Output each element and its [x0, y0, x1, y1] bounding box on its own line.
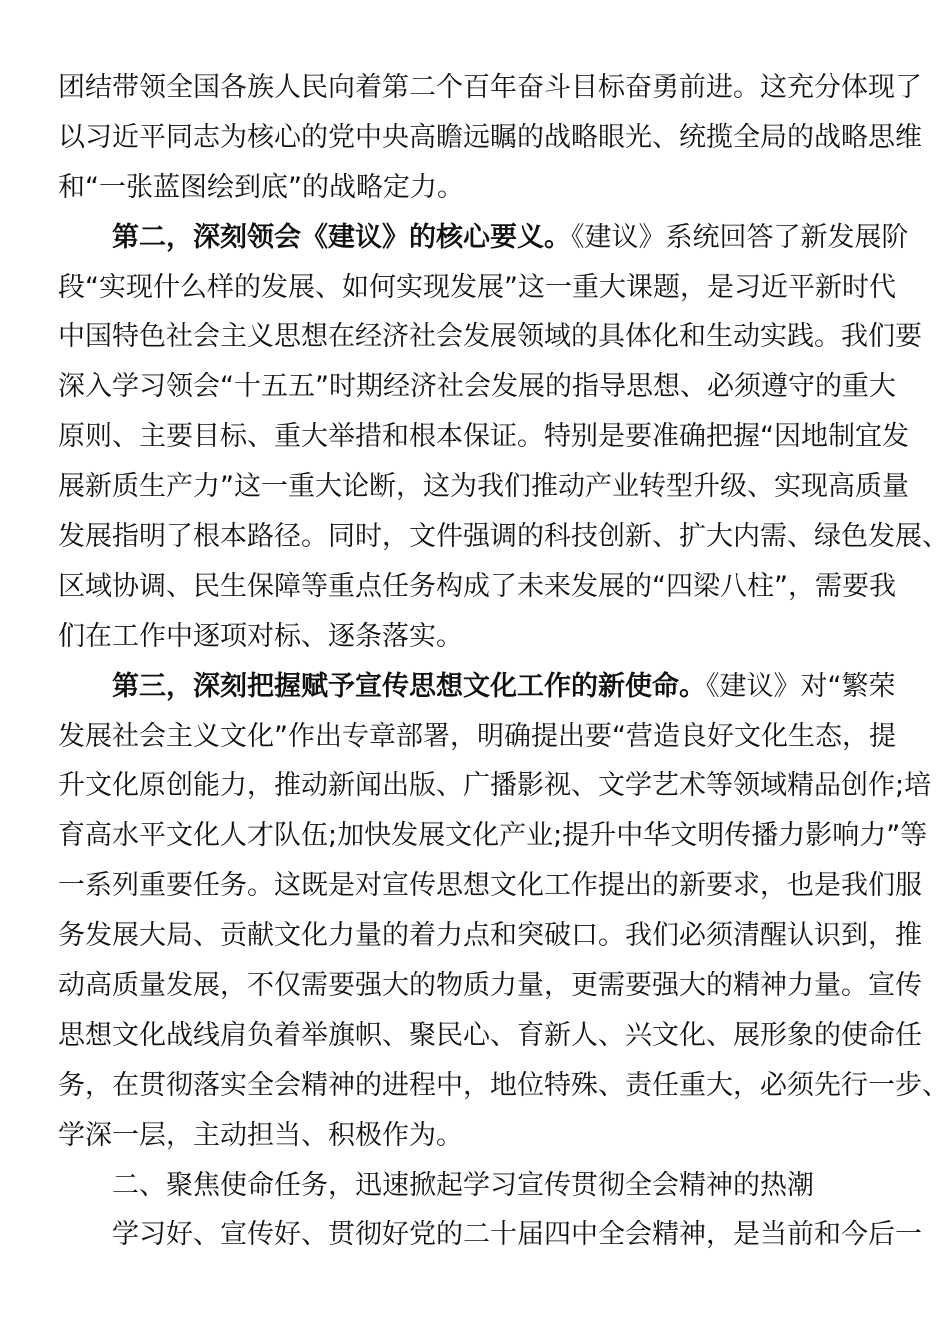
text-line: 团结带领全国各族人民向着第二个百年奋斗目标奋勇前进。这充分体现了 [58, 72, 922, 103]
text-line: 们在工作中逐项对标、逐条落实。 [58, 620, 463, 652]
text-line: 育高水平文化人才队伍;加快发展文化产业;提升中华文明传播力影响力”等 [58, 820, 928, 852]
text-line: 一系列重要任务。这既是对宣传思想文化工作提出的新要求，也是我们服 [58, 870, 922, 902]
text-line: 务，在贯彻落实全会精神的进程中，地位特殊、责任重大，必须先行一步、 [58, 1069, 949, 1101]
text-line: 以习近平同志为核心的党中央高瞻远瞩的战略眼光、统揽全局的战略思维 [58, 121, 922, 153]
text-line: 深入学习领会“十五五”时期经济社会发展的指导思想、必须遵守的重大 [58, 371, 896, 403]
text-line: 发展指明了根本路径。同时，文件强调的科技创新、扩大内需、绿色发展、 [58, 521, 949, 553]
text-line: 升文化原创能力，推动新闻出版、广播影视、文学艺术等领域精品创作;培 [58, 770, 932, 802]
text-line: 发展社会主义文化”作出专章部署，明确提出要“营造良好文化生态，提 [58, 720, 896, 752]
text-span: 《建议》系统回答了新发展阶 [571, 221, 909, 253]
text-line: 学深一层，主动担当、积极作为。 [58, 1119, 463, 1151]
bold-lead-text: 第三，深刻把握赋予宣传思想文化工作的新使命。 [112, 670, 706, 702]
paragraph-2-first-line [58, 213, 909, 263]
text-line: 区域协调、民生保障等重点任务构成了未来发展的“四梁八柱”，需要我 [58, 570, 896, 602]
section-heading: 二、聚焦使命任务，迅速掀起学习宣传贯彻全会精神的热潮 [112, 1169, 814, 1201]
text-line: 段“实现什么样的发展、如何实现发展”这一重大课题，是习近平新时代 [58, 271, 896, 303]
text-span: 《建议》对“繁荣 [706, 670, 896, 702]
text-line: 务发展大局、贡献文化力量的着力点和突破口。我们必须清醒认识到，推 [58, 920, 922, 952]
paragraph-3-first-line [58, 662, 896, 712]
text-line: 学习好、宣传好、贯彻好党的二十届四中全会精神，是当前和今后一 [112, 1219, 922, 1251]
document-page [58, 63, 949, 1260]
text-line: 原则、主要目标、重大举措和根本保证。特别是要准确把握“因地制宜发 [58, 421, 909, 453]
bold-lead-text: 第二，深刻领会《建议》的核心要义。 [112, 221, 571, 253]
text-line: 和“一张蓝图绘到底”的战略定力。 [58, 171, 464, 203]
text-line: 动高质量发展，不仅需要强大的物质力量，更需要强大的精神力量。宣传 [58, 970, 922, 1002]
text-line: 展新质生产力”这一重大论断，这为我们推动产业转型升级、实现高质量 [58, 471, 909, 503]
text-line: 思想文化战线肩负着举旗帜、聚民心、育新人、兴文化、展形象的使命任 [58, 1019, 922, 1051]
text-line: 中国特色社会主义思想在经济社会发展领域的具体化和生动实践。我们要 [58, 321, 922, 353]
